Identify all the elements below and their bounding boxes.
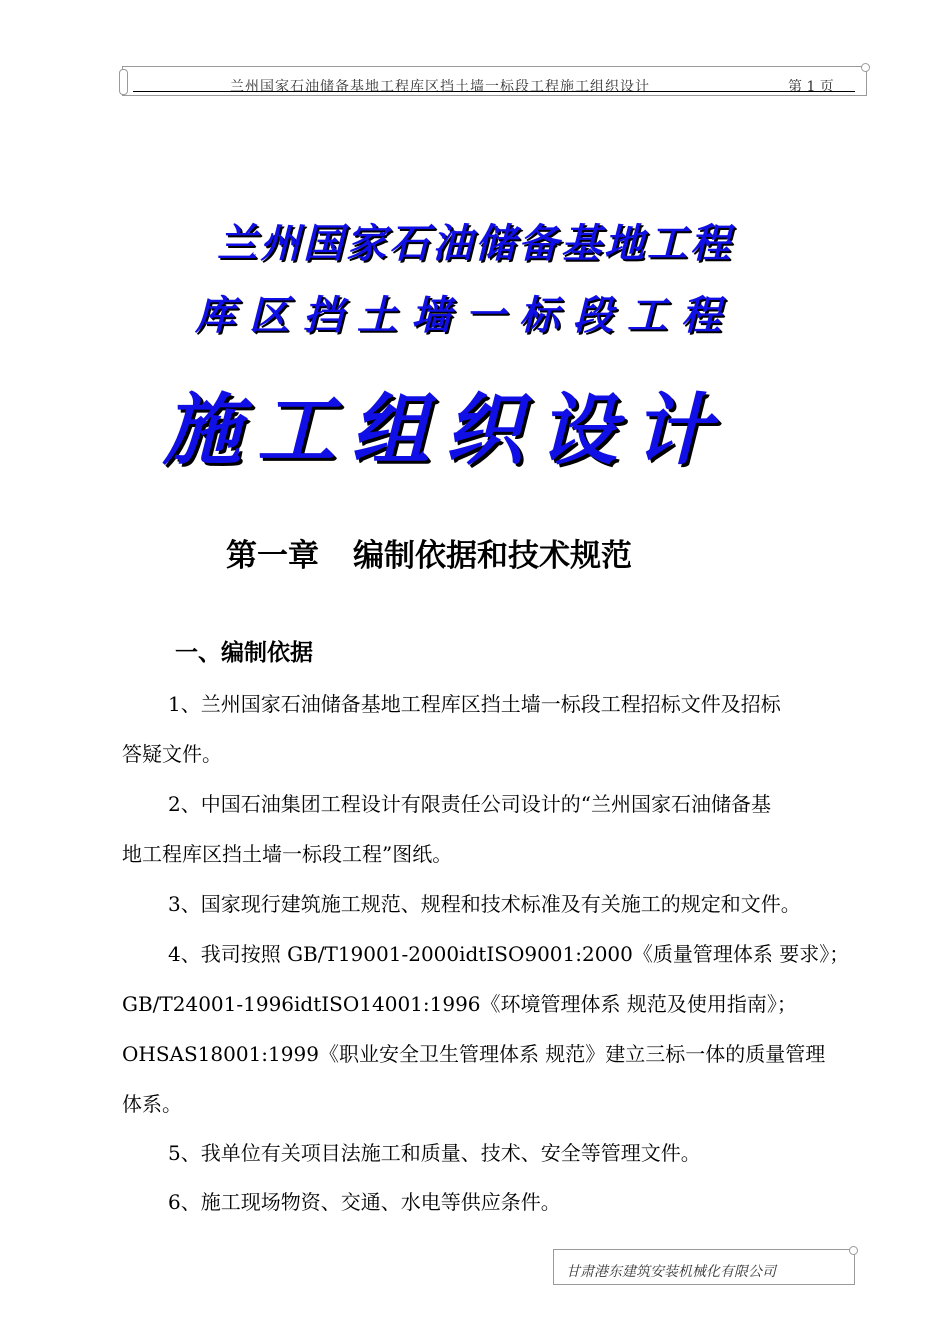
header-title: 兰州国家石油储备基地工程库区挡土墙一标段工程施工组织设计 [230,79,650,95]
header-page-number: 第 1 页 [788,79,834,95]
chapter-heading [226,530,632,575]
paragraph-line: 5、我单位有关项目法施工和质量、技术、安全等管理文件。 [168,1141,701,1165]
paragraph-line: 答疑文件。 [122,742,222,766]
paragraph-line: 4、我司按照 GB/T19001-2000idtISO9001:2000《质量管理体系 要求》； [168,942,850,966]
cover-title-line-3: 施工组织设计 [162,386,727,476]
chapter-title: 编制依据和技术规范 [353,538,632,574]
scroll-curl-right-icon [861,63,870,72]
paragraph-line: GB/T24001-1996idtISO14001:1996《环境管理体系 规范及使用指南》； [122,992,797,1016]
paragraph-line: 3、国家现行建筑施工规范、规程和技术标准及有关施工的规定和文件。 [168,892,801,916]
section-heading: 一、编制依据 [175,640,313,666]
cover-title-line-2: 库区挡土墙一标段工程 [195,293,735,339]
scroll-curl-icon [849,1246,858,1255]
paragraph-line: 6、施工现场物资、交通、水电等供应条件。 [168,1190,561,1214]
footer-company: 甘肃港东建筑安装机械化有限公司 [566,1264,776,1280]
paragraph-line: 地工程库区挡土墙一标段工程”图纸。 [122,842,453,866]
cover-title-line-1: 兰州国家石油储备基地工程 [217,221,733,267]
scroll-curl-left-icon [119,69,128,95]
chapter-number: 第一章 [226,538,319,574]
paragraph-line: OHSAS18001:1999《职业安全卫生管理体系 规范》建立三标一体的质量管理 [122,1042,826,1066]
paragraph-line: 体系。 [122,1092,182,1116]
paragraph-line: 2、中国石油集团工程设计有限责任公司设计的“兰州国家石油储备基 [168,792,771,816]
header-rule [133,91,855,92]
paragraph-line: 1、兰州国家石油储备基地工程库区挡土墙一标段工程招标文件及招标 [168,692,781,716]
